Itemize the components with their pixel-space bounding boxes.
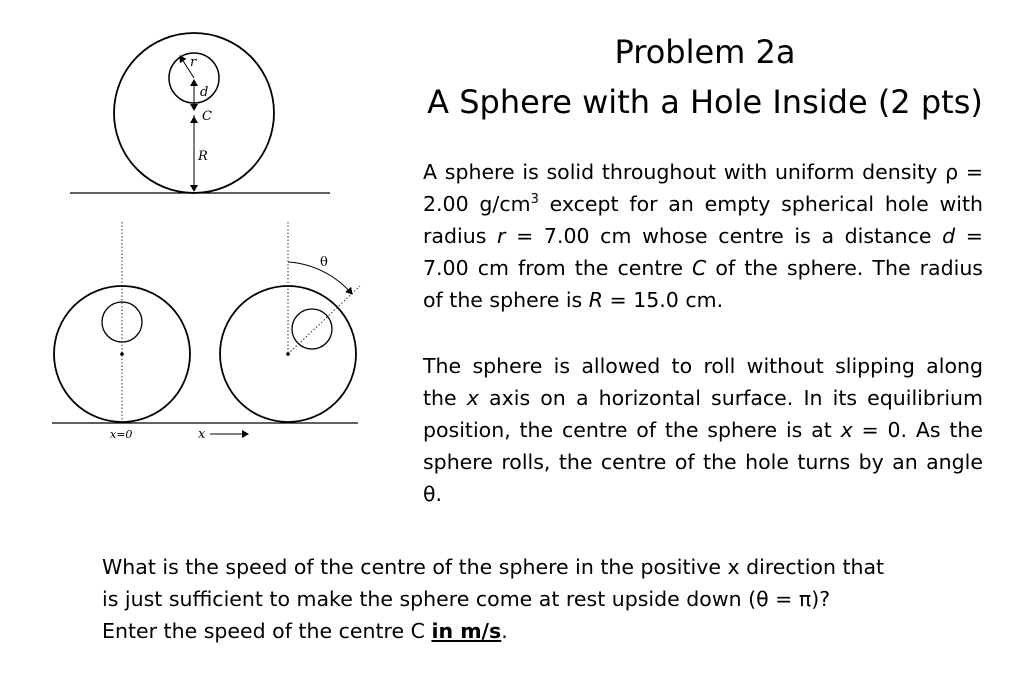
question-line-1: What is the speed of the centre of the sphere in the positive x direction that [102, 555, 885, 579]
sphere-diagram [0, 0, 380, 460]
label-r: r [190, 55, 197, 70]
bottom-diagrams [52, 222, 360, 442]
hole-right [292, 309, 332, 349]
label-x0: x=0 [110, 428, 133, 441]
units-emphasis: in m/s [431, 619, 502, 643]
label-d: d [200, 85, 209, 100]
hole-left [102, 302, 142, 342]
label-C: C [202, 109, 212, 124]
question-line-2: is just sufficient to make the sphere come at rest upside down (θ = π)? [102, 587, 831, 611]
description-paragraph-1: A sphere is solid throughout with uniform density ρ = 2.00 $g/cm^3$ except for an empty spherical hole with radius r = 7.00 cm whose centre is a distance d = 7.00 cm from the centre C of the sphere. The radius of the sphere is R = 15.0 cm. [423, 160, 983, 312]
label-theta: θ [320, 255, 328, 270]
problem-subtitle: A Sphere with a Hole Inside (2 pts) [427, 83, 983, 121]
top-diagram [70, 33, 330, 193]
question-text: What is the speed of the centre of the sphere in the positive x direction that is just sufficient to make the sphere come at rest upside down (θ = π)? Enter the speed of the centre C in m/s. [102, 555, 885, 643]
label-x: x [198, 427, 206, 442]
problem-title: Problem 2a [614, 33, 796, 71]
label-R: R [198, 149, 208, 164]
description-paragraph-2: The sphere is allowed to roll without slipping along the x axis on a horizontal surface. In its equilibrium position, the centre of the sphere is at x = 0. As the sphere rolls, the centre of the hole turns by an angle θ. [423, 354, 983, 506]
question-line-3: Enter the speed of the centre C [102, 619, 432, 643]
